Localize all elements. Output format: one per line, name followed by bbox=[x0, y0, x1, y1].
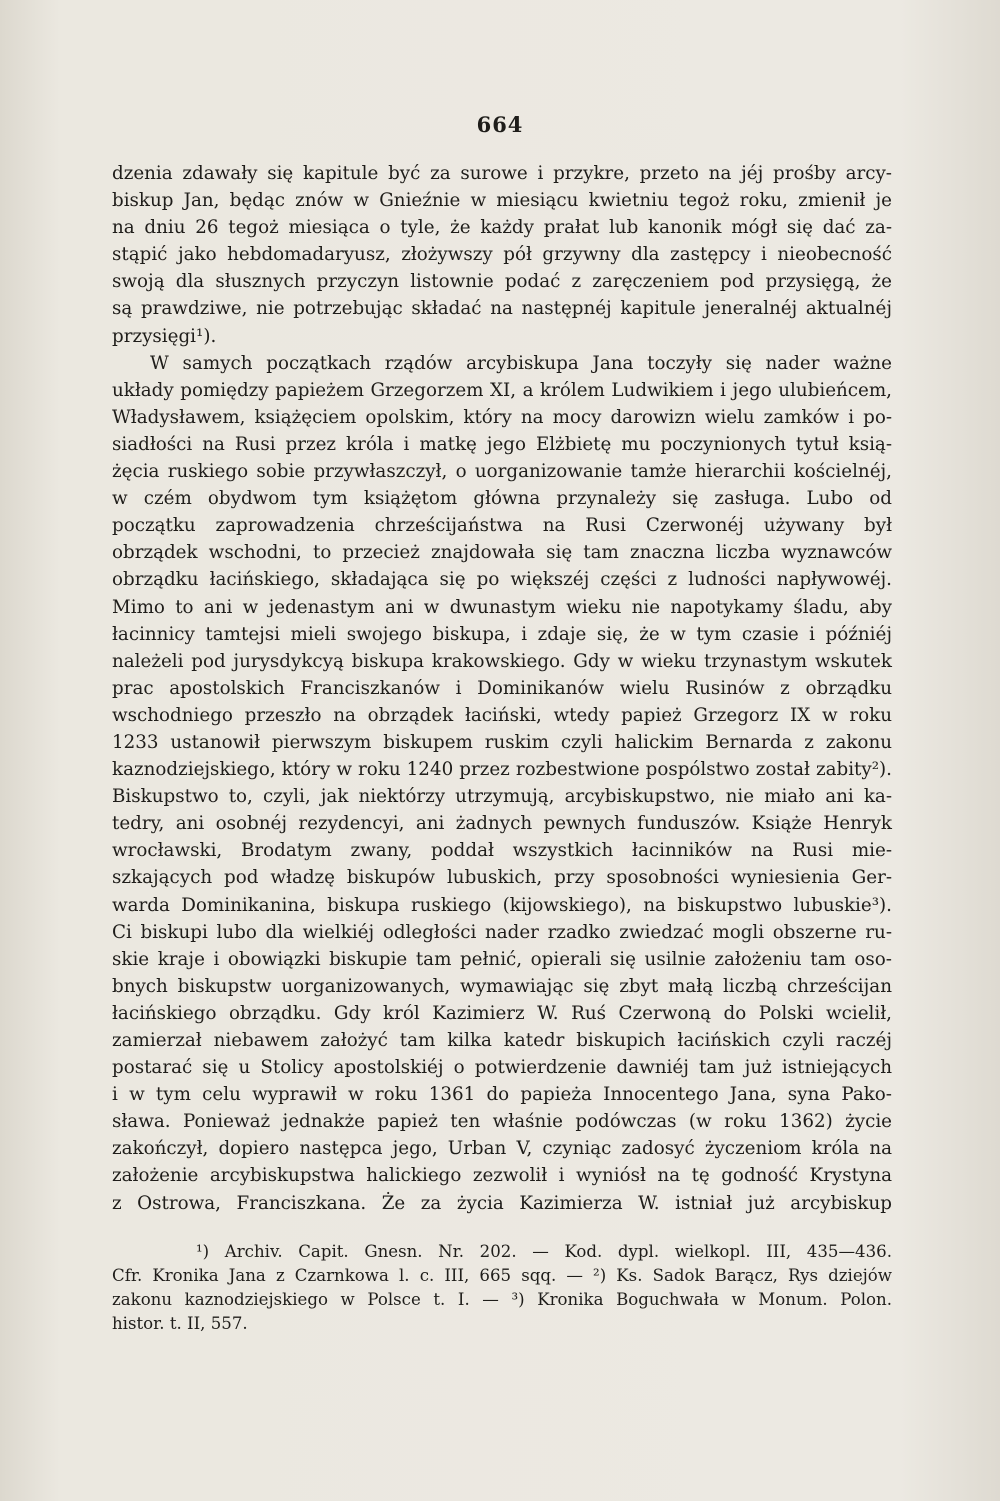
text-line: z Ostrowa, Franciszkana. Że za życia Kazimierza W. istniał już arcybiskup bbox=[112, 1192, 892, 1214]
text-line: Mimo to ani w jedenastym ani w dwunastym wieku nie napotykamy śladu, aby bbox=[112, 596, 892, 618]
text-line: zamierzał niebawem założyć tam kilka katedr biskupich łacińskich czyli raczéj bbox=[112, 1030, 892, 1051]
text-line: początku zaprowadzenia chrześcijaństwa na Rusi Czerwonéj używany był bbox=[112, 515, 892, 537]
text-line: wschodniego przeszło na obrządek łaciński, wtedy papież Grzegorz IX w roku bbox=[112, 704, 892, 726]
text-line: na dniu 26 tegoż miesiąca o tyle, że każdy prałat lub kanonik mógł się dać za- bbox=[112, 217, 892, 239]
text-line: układy pomiędzy papieżem Grzegorzem XI, a królem Ludwikiem i jego ulubieńcem, bbox=[112, 379, 892, 401]
text-line: bnych biskupstw uorganizowanych, wymawiając się zbyt małą liczbą chrześcijan bbox=[112, 975, 892, 997]
text-line: założenie arcybiskupstwa halickiego zezwolił i wyniósł na tę godność Krystyna bbox=[112, 1165, 892, 1187]
text-line: biskup Jan, będąc znów w Gnieźnie w miesiącu kwietniu tegoż roku, zmienił je bbox=[112, 190, 892, 212]
footnote-line: zakonu kaznodziejskiego w Polsce t. I. — ³) Kronika Boguchwała w Monum. Polon. bbox=[112, 1290, 892, 1309]
text-line: tedry, ani osobnéj rezydencyi, ani żadnych pewnych funduszów. Książe Henryk bbox=[112, 813, 892, 835]
text-line: zakończył, dopiero następca jego, Urban V, czyniąc zadosyć życzeniom króla na bbox=[112, 1138, 892, 1160]
text-line: 1233 ustanowił pierwszym biskupem ruskim czyli halickim Bernarda z zakonu bbox=[112, 731, 892, 753]
text-line: skie kraje i obowiązki biskupie tam pełnić, opierali się usilnie założeniu tam oso- bbox=[112, 948, 892, 970]
text-line: obrządku łacińskiego, składająca się po większéj części z ludności napływowéj. bbox=[112, 569, 892, 591]
text-line: łacińskiego obrządku. Gdy król Kazimierz W. Ruś Czerwoną do Polski wcielił, bbox=[112, 1002, 892, 1024]
text-line: siadłości na Rusi przez króla i matkę jego Elżbietę mu poczynionych tytuł ksią- bbox=[112, 433, 892, 455]
text-line: warda Dominikanina, biskupa ruskiego (kijowskiego), na biskupstwo lubuskie³). bbox=[112, 894, 892, 916]
text-line: stąpić jako hebdomadaryusz, złożywszy pół grzywny dla zastępcy i nieobecność bbox=[112, 244, 892, 266]
footnote-line: histor. t. II, 557. bbox=[112, 1314, 248, 1333]
footnote-line: Cfr. Kronika Jana z Czarnkowa l. c. III, 665 sqq. — ²) Ks. Sadok Barącz, Rys dziejów bbox=[112, 1266, 892, 1285]
text-line: dzenia zdawały się kapitule być za surowe i przykre, przeto na jéj prośby arcy- bbox=[112, 163, 892, 184]
text-line: W samych początkach rządów arcybiskupa Jana toczyły się nader ważne bbox=[150, 352, 892, 374]
main-text bbox=[112, 160, 892, 1217]
page-number: 664 bbox=[476, 112, 524, 137]
text-line: są prawdziwe, nie potrzebując składać na następnéj kapitule jeneralnéj aktualnéj bbox=[112, 298, 892, 320]
text-line: szkających pod władzę biskupów lubuskich, przy sposobności wyniesienia Ger- bbox=[112, 867, 892, 889]
text-line: i w tym celu wyprawił w roku 1361 do papieża Innocentego Jana, syna Pako- bbox=[112, 1084, 892, 1106]
text-line: postarać się u Stolicy apostolskiéj o potwierdzenie dawniéj tam już istniejących bbox=[112, 1057, 892, 1079]
text-line: obrządek wschodni, to przecież znajdowała się tam znaczna liczba wyznawców bbox=[112, 542, 892, 564]
text-line: kaznodziejskiego, który w roku 1240 przez rozbestwione pospólstwo został zabity²). bbox=[112, 759, 892, 781]
text-line: sława. Ponieważ jednakże papież ten właśnie podówczas (w roku 1362) życie bbox=[112, 1111, 892, 1133]
text-line: Biskupstwo to, czyli, jak niektórzy utrzymują, arcybiskupstwo, nie miało ani ka- bbox=[112, 786, 892, 808]
text-line: prac apostolskich Franciszkanów i Dominikanów wielu Rusinów z obrządku bbox=[112, 677, 892, 699]
text-line: Ci biskupi lubo dla wielkiéj odległości nader rzadko zwiedzać mogli obszerne ru- bbox=[112, 921, 892, 943]
text-line: Władysławem, książęciem opolskim, który na mocy darowizn wielu zamków i po- bbox=[112, 406, 892, 428]
footnotes bbox=[112, 1240, 892, 1336]
text-line: wrocławski, Brodatym zwany, poddał wszystkich łacinników na Rusi mie- bbox=[112, 840, 892, 862]
text-line: należeli pod jurysdykcyą biskupa krakowskiego. Gdy w wieku trzynastym wskutek bbox=[112, 650, 892, 672]
text-line: swoją dla słusznych przyczyn listownie podać z zaręczeniem pod przysięgą, że bbox=[112, 271, 892, 293]
text-line: żęcia ruskiego sobie przywłaszczył, o uorganizowanie tamże hierarchii kościelnéj, bbox=[112, 461, 892, 483]
text-line: w czém obydwom tym książętom główna przynależy się zasługa. Lubo od bbox=[112, 488, 892, 510]
text-line: przysięgi¹). bbox=[112, 325, 217, 347]
footnote-line: ¹) Archiv. Capit. Gnesn. Nr. 202. — Kod. dypl. wielkopl. III, 435—436. bbox=[196, 1242, 892, 1261]
text-line: łacinnicy tamtejsi mieli swojego biskupa, i zdaje się, że w tym czasie i późniéj bbox=[112, 623, 892, 645]
